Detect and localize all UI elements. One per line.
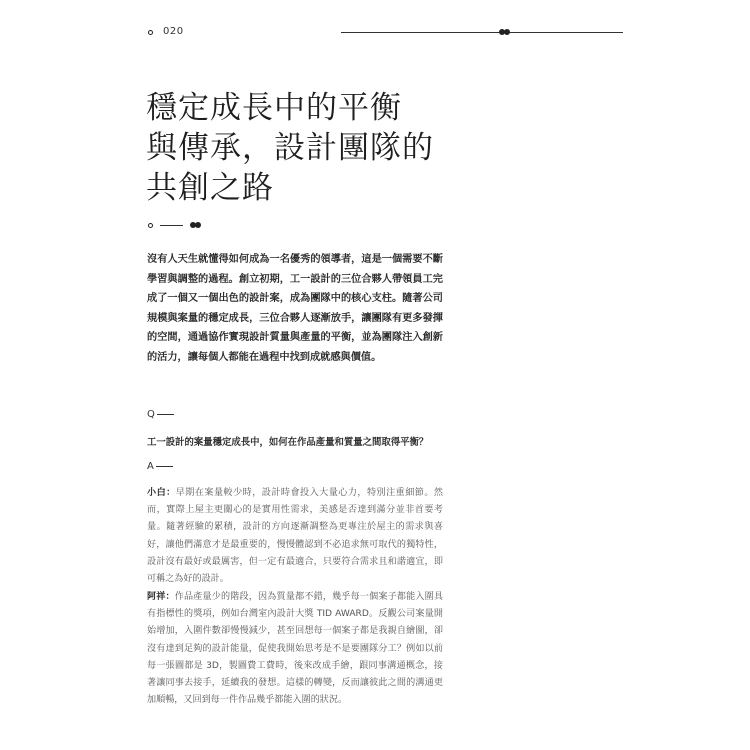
divider-rule [160, 225, 183, 226]
answer-paragraph [147, 589, 443, 709]
title-line: 與傳承，設計團隊的 [146, 130, 434, 166]
question-marker-label: Q [147, 409, 155, 420]
answer-text: 作品產量少的階段，因為質量都不錯，幾乎每一個案子都能入圍具有指標性的獎項，例如台灣室內設計大獎 TID AWARD。反觀公司案量開始增加，入圍件數卻慢慢減少，甚至回想每一個案子都是我親自繪圖，卻沒有達到足夠的設計能量，促使我開始思考是不是要團隊分工？例如以前每一張圖都是 3D，製圖費工費時，後來改成手繪，跟同事溝通概念，接著讓同事去接手，延續我的發想。這樣的轉變，反而讓彼此之間的溝通更加順暢，又回到每一件作品幾乎都能入圍的狀況。 [147, 592, 443, 706]
title-divider [148, 220, 208, 230]
dot-icon [504, 29, 510, 35]
page-header [148, 25, 510, 39]
answer-paragraph [147, 485, 443, 588]
interview-question: 工一設計的案量穩定成長中，如何在作品產量和質量之間取得平衡？ [147, 437, 429, 448]
header-rule [341, 32, 623, 33]
lead-paragraph: 沒有人天生就懂得如何成為一名優秀的領導者，這是一個需要不斷學習與調整的過程。創立初期，工一設計的三位合夥人帶領員工完成了一個又一個出色的設計案，成為團隊中的核心支柱。隨著公司規模與案量的穩定成長，三位合夥人逐漸放手，讓團隊有更多發揮的空間，通過協作實現設計質量與產量的平衡，並為團隊注入創新的活力，讓每個人都能在過程中找到成就感與價值。 [147, 254, 443, 363]
title-line: 穩定成長中的平衡 [146, 90, 402, 126]
marker-rule [157, 414, 174, 415]
dot-icon [195, 222, 201, 228]
page-number: 020 [163, 26, 184, 37]
question-marker [147, 409, 174, 421]
answer-text: 早期在案量較少時，設計時會投入大量心力，特別注重細節。然而，實際上屋主更關心的是實用性需求，美感是否達到滿分並非首要考量。隨著經驗的累積，設計的方向逐漸調整為更專注於屋主的需求與喜好，讓他們滿意才是最重要的，慢慢體認到不必追求無可取代的獨特性，設計沒有最好或最厲害，但一定有最適合，只要符合需求且和諧適宜，即可稱之為好的設計。 [147, 488, 443, 585]
title-line: 共創之路 [146, 170, 274, 206]
ring-icon [148, 223, 153, 228]
speaker-name: 阿祥： [147, 592, 175, 602]
answer-marker [147, 461, 173, 473]
answer-marker-label: A [147, 461, 154, 472]
article-title [146, 88, 446, 208]
ring-icon [148, 30, 153, 35]
speaker-name: 小白： [147, 488, 176, 498]
marker-rule [156, 466, 173, 467]
